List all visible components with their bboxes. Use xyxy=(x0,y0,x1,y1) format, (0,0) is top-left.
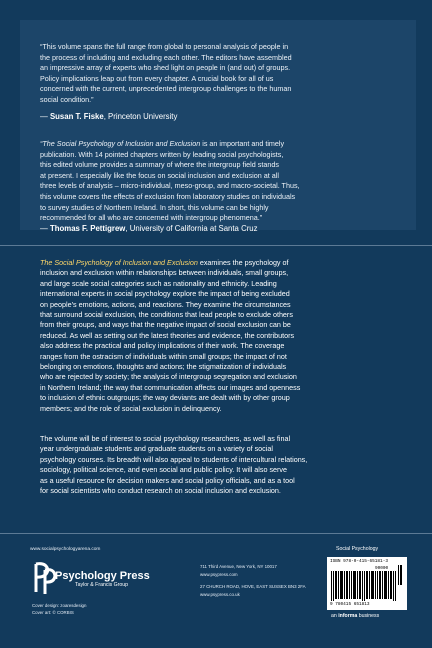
quote-line: Policy implications leap out from every chapter. A crucial book for all of us xyxy=(40,73,274,83)
desc-line: international experts in social psychology explore the impact of being excluded xyxy=(40,289,290,299)
price-code: 90000 xyxy=(375,566,389,571)
desc-line: on people’s emotions, actions, and reactions. They examine the circumstances xyxy=(40,299,291,309)
pettigrew-name: Thomas F. Pettigrew xyxy=(49,224,126,233)
subject-category: Social Psychology xyxy=(336,546,379,552)
desc-line: also address the practical and policy implications of their work. The coverage xyxy=(40,341,285,351)
book-title: The Social Psychology of Inclusion and Exclusion xyxy=(40,258,198,267)
isbn-number: ISBN 978-0-415-65181-3 xyxy=(330,559,388,564)
desc-line: belonging on emotions, thoughts and actions; the stigmatization of individuals xyxy=(40,362,287,372)
audience-line: The volume will be of interest to social psychology researchers, as well as final xyxy=(40,434,291,443)
desc-line: and large scale social categories such as nationality and ethnicity. Leading xyxy=(40,278,277,288)
desc-line: The Social Psychology of Inclusion and Exclusion examines the psychology of xyxy=(40,258,289,267)
fiske-quote xyxy=(40,42,398,106)
quoted-book-title: “The Social Psychology of Inclusion and Exclusion xyxy=(40,139,201,148)
pettigrew-quote xyxy=(40,139,398,224)
publisher-name: Psychology Press xyxy=(55,570,150,582)
quote-line: “The Social Psychology of Inclusion and Exclusion is an important and timely xyxy=(40,139,285,148)
desc-line: that surround social exclusion, the conditions that lead people to exclude others xyxy=(40,310,293,320)
fiske-attribution: — Susan T. Fiske, Princeton University xyxy=(40,112,178,121)
desc-line: reduced. As well as setting out the latest theories and evidence, the contributors xyxy=(40,330,295,340)
quote-line: this volume covers the effects of exclusion from laboratory studies on individuals xyxy=(40,191,296,201)
barcode-box xyxy=(327,557,407,610)
desc-line: inclusion and exclusion within relationships between individuals, small groups, xyxy=(40,268,289,278)
cover-art-credit: Cover art: © CORBIS xyxy=(32,610,74,615)
quote-line: social condition.” xyxy=(40,94,94,104)
quote-line: concerned with the current, unprecedented intergroup challenges to the human xyxy=(40,84,292,94)
quote-line: “This volume spans the full range from global to personal analysis of people in xyxy=(40,42,289,51)
divider xyxy=(0,245,432,246)
desc-line: in Northern Ireland; the way that communication affects our images and openness xyxy=(40,382,301,392)
ean-number: 9 780415 651813 xyxy=(330,602,370,607)
audience-line: psychology courses. Its breadth will also appeal to students of intercultural relations, xyxy=(40,454,308,464)
quote-line: an impressive array of experts who shed light on people in (and out) of groups. xyxy=(40,63,291,73)
quote-line: to survey studies of Northern Ireland. In short, this volume can be highly xyxy=(40,202,269,212)
website-url[interactable]: www.socialpsychologyarena.com xyxy=(30,547,101,552)
informa-brand: informa xyxy=(338,613,358,619)
barcode-icon xyxy=(331,565,403,601)
quote-line: the process of including and excluding each other. The editors have assembled xyxy=(40,52,292,62)
publisher-group: Taylor & Francis Group xyxy=(75,582,129,588)
cover-design-credit: Cover design: zoaresdesign xyxy=(32,603,87,608)
audience-line: as a useful resource for decision makers and social policy officials, and as a tool xyxy=(40,475,295,485)
quote-line: three levels of analysis – micro-individual, meso-group, and macro-societal. Thus, xyxy=(40,181,300,191)
uk-address: 27 CHURCH ROAD, HOVE, EAST SUSSEX BN3 2FA xyxy=(200,584,306,589)
desc-line: to inclusion of ethnic outgroups; the way deviants are dealt with by other group xyxy=(40,393,290,403)
divider xyxy=(0,533,432,534)
audience-line: year undergraduate students and graduate students on a variety of social xyxy=(40,444,273,454)
quote-line: recommended for all who are concerned with intergroup phenomena.” xyxy=(40,213,263,223)
desc-line: members; and the role of social exclusion in delinquency. xyxy=(40,403,222,413)
audience-line: sociology, political science, and even social and public policy. It will also serve xyxy=(40,465,288,475)
us-website[interactable]: www.psypress.com xyxy=(200,572,238,577)
pettigrew-attribution: — Thomas F. Pettigrew, University of California at Santa Cruz xyxy=(40,224,258,233)
fiske-name: Susan T. Fiske xyxy=(49,112,104,121)
quote-line: publication. With 14 pointed chapters written by leading social psychologists, xyxy=(40,149,284,159)
desc-line: from their groups, and ways that the negative impact of social exclusion can be xyxy=(40,320,291,330)
audience-line: for social scientists who conduct research on social inclusion and exclusion. xyxy=(40,486,281,496)
quote-line: this edited volume provides a summary of where the intergroup field stands xyxy=(40,160,279,170)
us-address: 711 Third Avenue, New York, NY 10017 xyxy=(200,564,277,569)
audience-paragraph xyxy=(40,434,398,496)
desc-line: who are rejected by society; the analysis of intergroup segregation and exclusion xyxy=(40,372,297,382)
informa-business: an informa business xyxy=(331,613,380,619)
book-description xyxy=(40,258,398,414)
desc-line: ranges from the ostracism of individuals within small groups; the impact of not xyxy=(40,351,287,361)
uk-website[interactable]: www.psypress.co.uk xyxy=(200,592,240,597)
fiske-affiliation: , Princeton University xyxy=(103,112,178,121)
pettigrew-affiliation: , University of California at Santa Cruz xyxy=(125,224,258,233)
quote-line: at present. I especially like the focus on social inclusion and exclusion at all xyxy=(40,170,279,180)
